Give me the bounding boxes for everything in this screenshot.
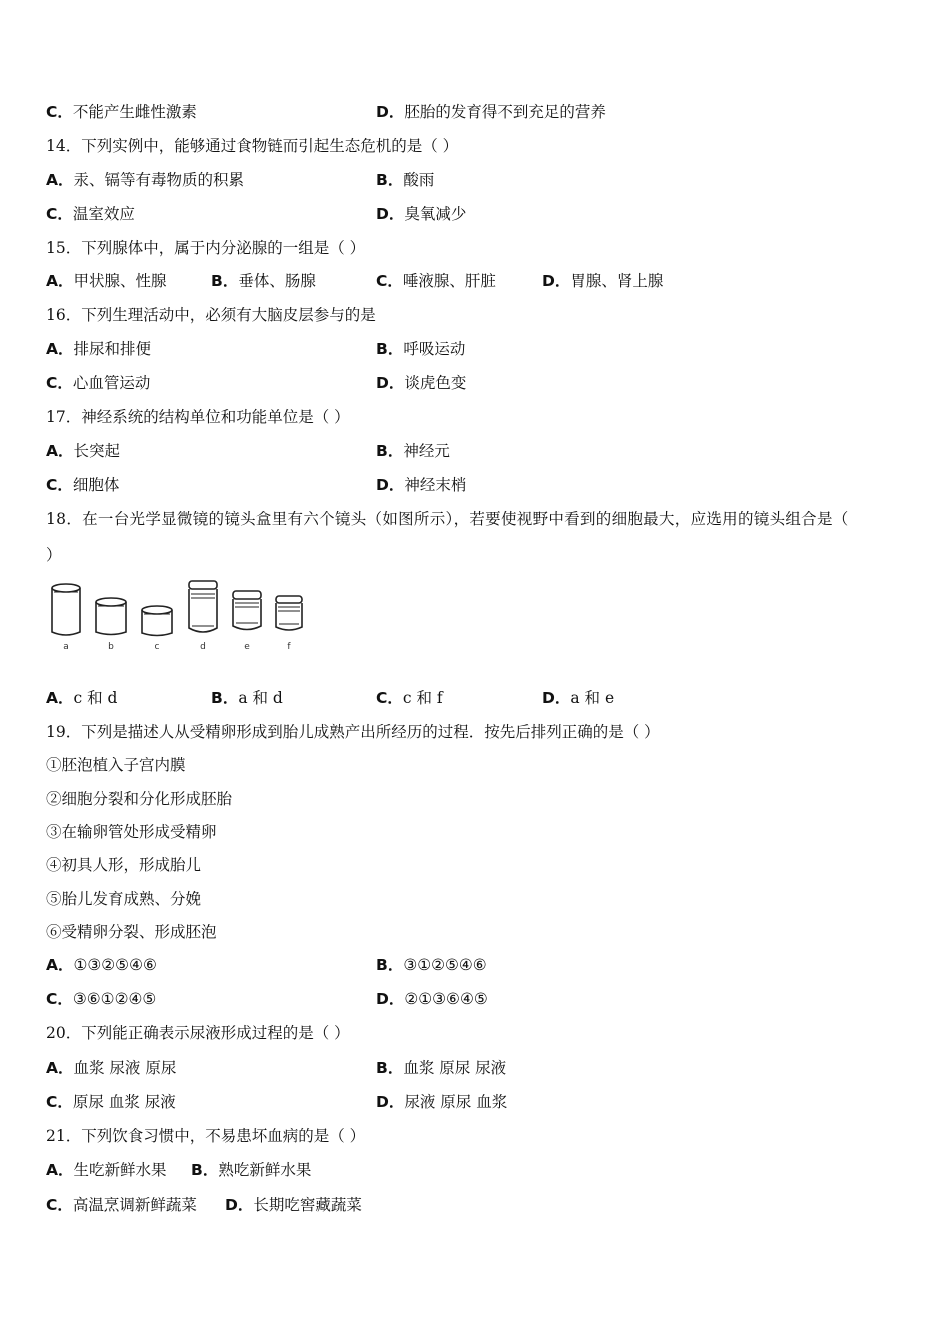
- q15-option-a: A．甲状腺、性腺: [46, 272, 167, 290]
- lens-f: [276, 596, 302, 630]
- q19-option-c: C．③⑥①②④⑤: [46, 990, 157, 1008]
- q13-option-c: C．不能产生雌性激素: [46, 103, 197, 121]
- q16-option-c: C．心血管运动: [46, 374, 151, 392]
- q21-option-b: B．熟吃新鲜水果: [191, 1161, 312, 1179]
- q19-stem: 19．下列是描述人从受精卵形成到胎儿成熟产出所经历的过程．按先后排列正确的是（ ）: [46, 723, 660, 741]
- q16-option-b: B．呼吸运动: [376, 340, 466, 358]
- q19-step-1: ①胚泡植入子宫内膜: [46, 756, 186, 774]
- q21-option-c: C．高温烹调新鲜蔬菜: [46, 1196, 197, 1214]
- q18-option-b: B．a 和 d: [211, 689, 283, 707]
- lens-label-a: a: [63, 642, 69, 652]
- lens-c: [142, 606, 172, 636]
- lens-label-c: c: [154, 642, 160, 652]
- q18-option-d: D．a 和 e: [542, 689, 615, 707]
- q19-step-4: ④初具人形，形成胎儿: [46, 856, 202, 874]
- q16-option-a: A．排尿和排便: [46, 340, 152, 358]
- lens-label-e: e: [244, 642, 250, 652]
- q19-step-5: ⑤胎儿发育成熟、分娩: [46, 890, 202, 908]
- q15-option-d: D．胃腺、肾上腺: [542, 272, 664, 290]
- q17-option-b: B．神经元: [376, 442, 450, 460]
- lens-d: [189, 581, 217, 632]
- q15-option-c: C．唾液腺、肝脏: [376, 272, 496, 290]
- q21-option-a: A．生吃新鲜水果: [46, 1161, 167, 1179]
- lens-label-b: b: [108, 642, 114, 652]
- q19-step-6: ⑥受精卵分裂、形成胚泡: [46, 923, 217, 941]
- lens-b: [96, 598, 126, 635]
- q17-stem: 17．神经系统的结构单位和功能单位是（ ）: [46, 408, 350, 426]
- q18-option-c: C．c 和 f: [376, 689, 443, 707]
- lens-a: [52, 584, 80, 635]
- q16-option-d: D．谈虎色变: [376, 374, 467, 392]
- q14-option-c: C．温室效应: [46, 205, 135, 223]
- q20-option-b: B．血浆 原尿 尿液: [376, 1059, 507, 1077]
- q14-option-b: B．酸雨: [376, 171, 435, 189]
- lens-drawing: [46, 578, 316, 654]
- q14-option-d: D．臭氧减少: [376, 205, 467, 223]
- q21-option-d: D．长期吃窖藏蔬菜: [225, 1196, 362, 1214]
- q13-option-d: D．胚胎的发育得不到充足的营养: [376, 103, 606, 121]
- q20-option-a: A．血浆 尿液 原尿: [46, 1059, 177, 1077]
- q14-option-a: A．汞、镉等有毒物质的积累: [46, 171, 245, 189]
- q15-stem: 15．下列腺体中，属于内分泌腺的一组是（ ）: [46, 239, 366, 257]
- q18-stem-end: ）: [46, 546, 62, 564]
- q16-stem: 16．下列生理活动中，必须有大脑皮层参与的是: [46, 306, 376, 324]
- q19-option-d: D．②①③⑥④⑤: [376, 990, 488, 1008]
- q20-option-c: C．原尿 血浆 尿液: [46, 1093, 176, 1111]
- q20-stem: 20．下列能正确表示尿液形成过程的是（ ）: [46, 1024, 350, 1042]
- q19-option-a: A．①③②⑤④⑥: [46, 956, 157, 974]
- q17-option-a: A．长突起: [46, 442, 121, 460]
- q21-stem: 21．下列饮食习惯中，不易患坏血病的是（ ）: [46, 1127, 366, 1145]
- lens-label-d: d: [200, 642, 206, 652]
- q19-step-2: ②细胞分裂和分化形成胚胎: [46, 790, 233, 808]
- microscope-lenses-figure: [46, 578, 316, 654]
- lens-e: [233, 591, 261, 630]
- q14-stem: 14．下列实例中，能够通过食物链而引起生态危机的是（ ）: [46, 137, 459, 155]
- q17-option-c: C．细胞体: [46, 476, 120, 494]
- q20-option-d: D．尿液 原尿 血浆: [376, 1093, 508, 1111]
- q18-stem: 18．在一台光学显微镜的镜头盒里有六个镜头（如图所示），若要使视野中看到的细胞最大，应选用的镜头组合是（: [46, 510, 849, 528]
- q17-option-d: D．神经末梢: [376, 476, 467, 494]
- q18-option-a: A．c 和 d: [46, 689, 118, 707]
- q19-option-b: B．③①②⑤④⑥: [376, 956, 487, 974]
- q15-option-b: B．垂体、肠腺: [211, 272, 316, 290]
- lens-label-f: f: [287, 642, 291, 652]
- q19-step-3: ③在输卵管处形成受精卵: [46, 823, 217, 841]
